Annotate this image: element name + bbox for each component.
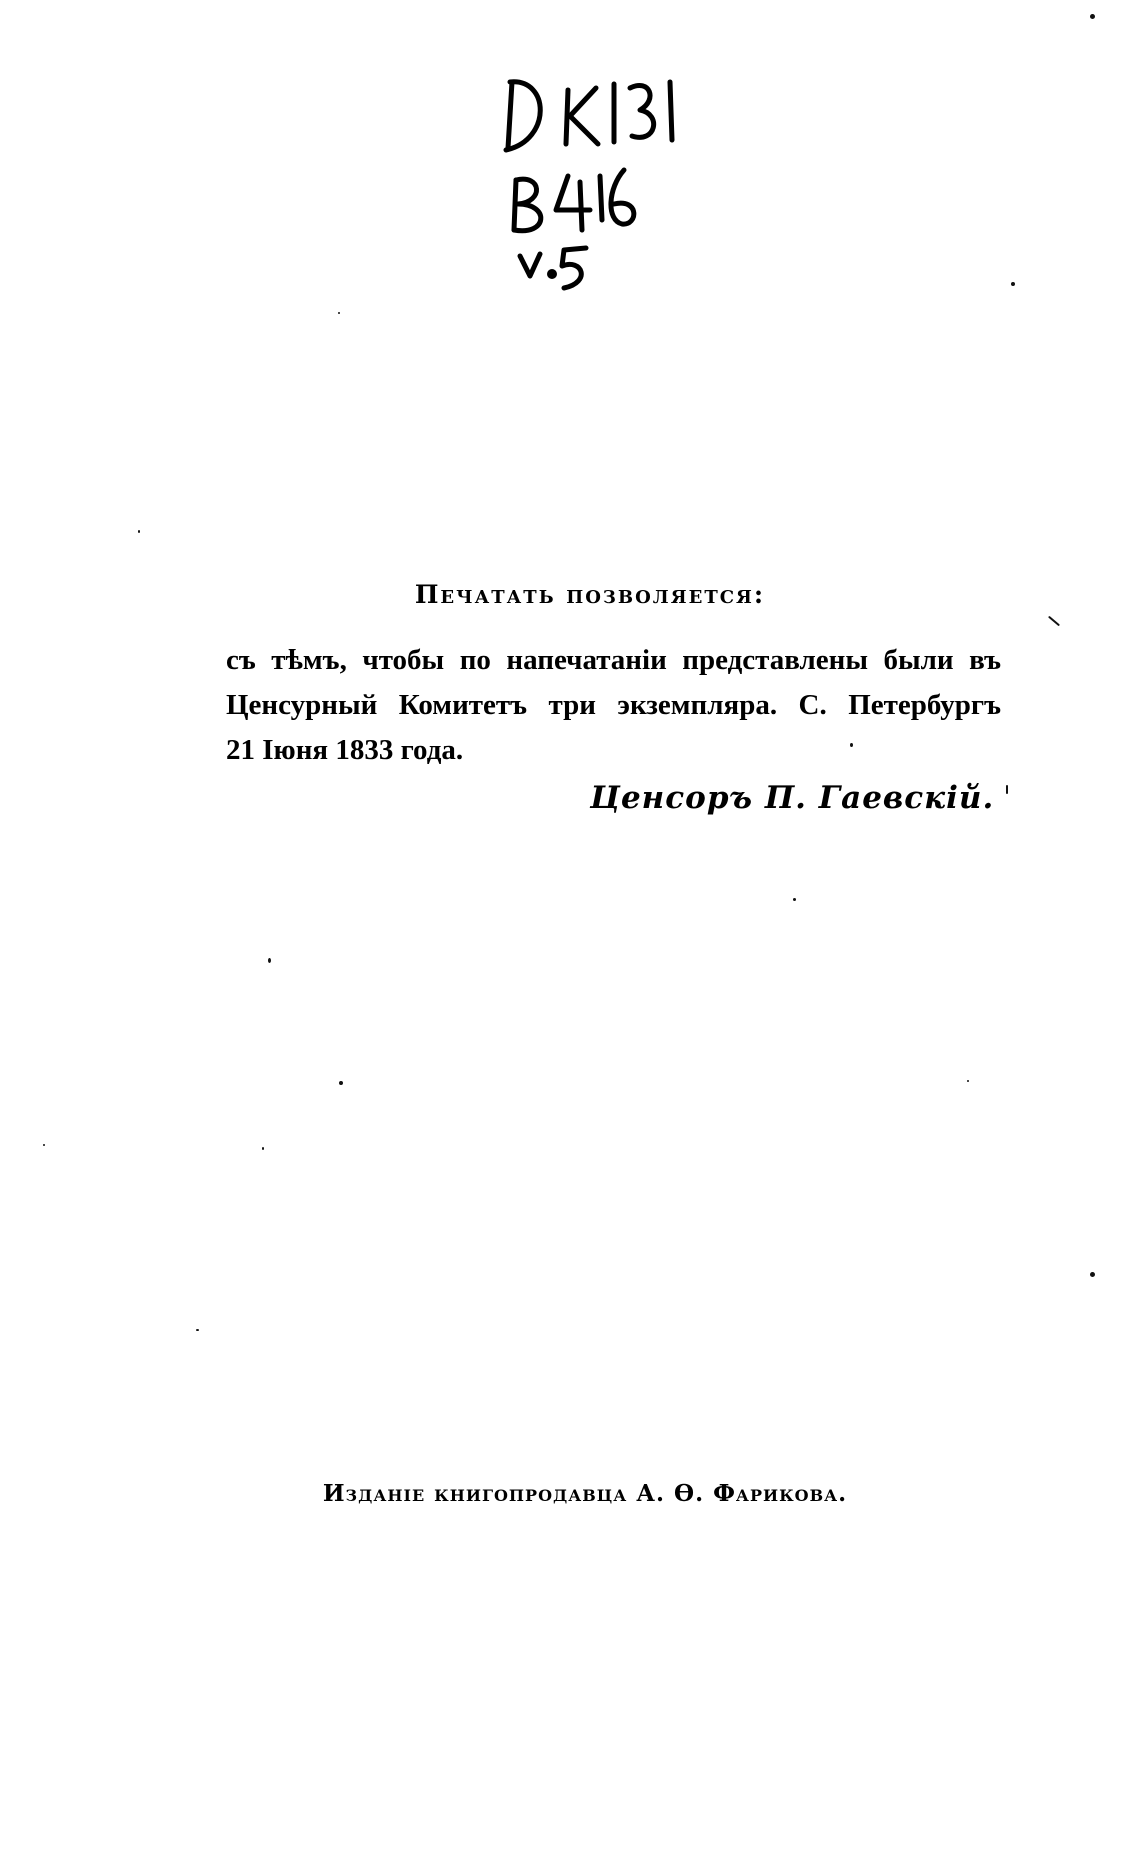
approval-heading: Печатать позволяется: <box>414 580 766 609</box>
scan-speck <box>1090 1272 1095 1277</box>
scan-speck <box>1006 785 1008 794</box>
scan-speck <box>1090 14 1095 19</box>
approval-line-1: съ тѣмъ, чтобы по напечатаніи представлены были въ <box>226 644 1001 676</box>
publisher-imprint: Изданіе книгопродавца А. Ѳ. Фарикова. <box>322 1480 848 1507</box>
scan-speck <box>1011 282 1015 286</box>
scan-speck <box>43 1144 45 1146</box>
scan-speck <box>138 530 140 533</box>
scan-speck <box>196 1329 199 1331</box>
approval-line-3: 21 Іюня 1833 года. <box>226 734 464 766</box>
scan-speck <box>793 898 796 901</box>
scan-speck <box>339 1081 343 1085</box>
censor-signature: Ценсоръ П. Гаевскій. <box>590 780 995 816</box>
call-number-handwriting <box>490 70 730 300</box>
scan-speck <box>850 743 853 747</box>
scan-speck <box>262 1147 264 1150</box>
scan-speck <box>268 958 271 963</box>
approval-text <box>226 638 1001 773</box>
approval-line-2: Ценсурный Комитетъ три экземпляра. С. Петербургъ <box>226 689 1001 721</box>
scan-speck <box>967 1080 969 1082</box>
scan-speck <box>1048 616 1060 627</box>
handwritten-call-number <box>490 70 730 300</box>
scan-speck <box>338 312 340 314</box>
